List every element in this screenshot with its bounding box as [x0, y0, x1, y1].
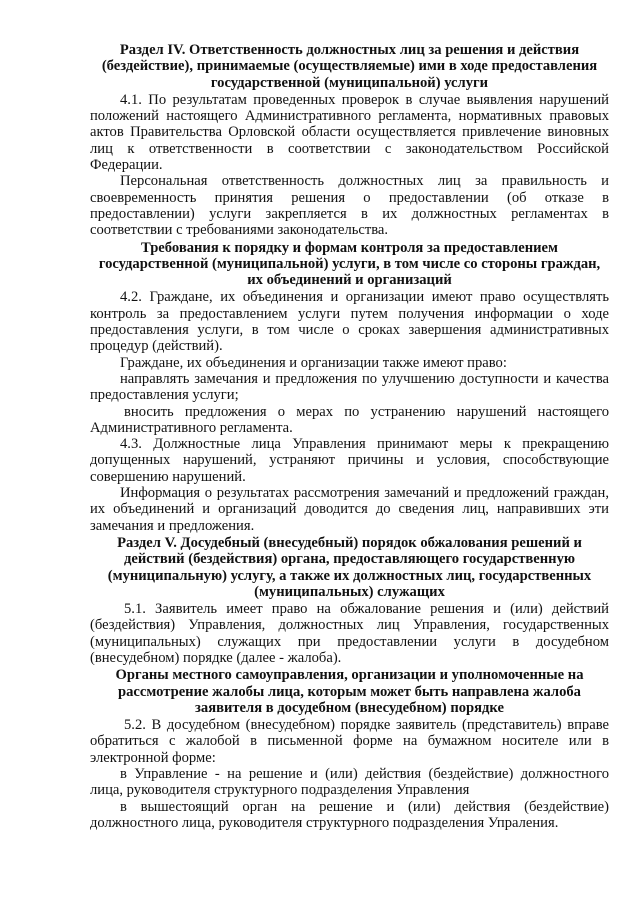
paragraph-4-2: 4.2. Граждане, их объединения и организации имеют право осуществлять контроль за предоставлением услуги путем получения информации о ходе предоставления услуги, в том числе о сроках завершения административных процедур (действий). — [90, 289, 609, 355]
paragraph-personal-responsibility: Персональная ответственность должностных лиц за правильность и своевременность принятия решения о предоставлении (об отказе в предоставлении) услуги закрепляется в их должностных регламентах в соответствии с требованиями законодательства. — [90, 173, 609, 239]
section-v-heading: Раздел V. Досудебный (внесудебный) порядок обжалования решений и действий (бездействия) органа, предоставляющего государственную (муниципальную) услугу, а также их должностных лиц, государственных (муниципальных) служащих — [107, 534, 592, 600]
section-iv-heading: Раздел IV. Ответственность должностных лиц за решения и действия (бездействие), принимаемые (осуществляемые) ими в ходе предоставления государственной (муниципальной) услуги — [101, 42, 598, 91]
paragraph-citizen-rights: Граждане, их объединения и организации также имеют право: — [120, 354, 507, 371]
paragraph-to-department: в Управление - на решение и (или) действия (бездействие) должностного лица, руководителя структурного подразделения Управления — [90, 766, 609, 799]
complaint-bodies-heading: Органы местного самоуправления, организации и уполномоченные на рассмотрение жалобы лица, которым может быть направлена жалоба заявителя в досудебном (внесудебном) порядке — [115, 667, 584, 716]
paragraph-5-1: 5.1. Заявитель имеет право на обжалование решения и (или) действий (бездействия) Управления, должностных лиц Управления, государственных (муниципальных) служащих при предоставлении услуги в досудебном (внесудебном) порядке (далее - жалоба). — [90, 601, 609, 666]
paragraph-4-1: 4.1. По результатам проведенных проверок в случае выявления нарушений положений настоящего Административного регламента, нормативных правовых актов Правительства Орловской области осуществляется привлечение виновных лиц к ответственности в соответствии с законодательством Российской Федерации. — [90, 91, 609, 174]
paragraph-results-info: Информация о результатах рассмотрения замечаний и предложений граждан, их объединений и организаций доводится до сведения лиц, направивших эти замечания и предложения. — [90, 485, 609, 534]
control-requirements-heading: Требования к порядку и формам контроля за предоставлением государственной (муниципальной) услуги, в том числе со стороны граждан, их объединений и организаций — [98, 239, 601, 289]
paragraph-send-remarks: направлять замечания и предложения по улучшению доступности и качества предоставления услуги; — [90, 370, 609, 404]
paragraph-5-2: 5.2. В досудебном (внесудебном) порядке заявитель (представитель) вправе обратиться с жалобой в письменной форме на бумажном носителе или в электронной форме: — [90, 717, 609, 766]
paragraph-4-3: 4.3. Должностные лица Управления принимают меры к прекращению допущенных нарушений, устраняют причины и условия, способствующие совершению нарушений. — [90, 436, 609, 485]
paragraph-to-higher-body: в вышестоящий орган на решение и (или) действия (бездействие) должностного лица, руководителя структурного подразделения Упраления. — [90, 798, 609, 831]
paragraph-make-proposals: вносить предложения о мерах по устранению нарушений настоящего Административного регламента. — [90, 403, 609, 436]
